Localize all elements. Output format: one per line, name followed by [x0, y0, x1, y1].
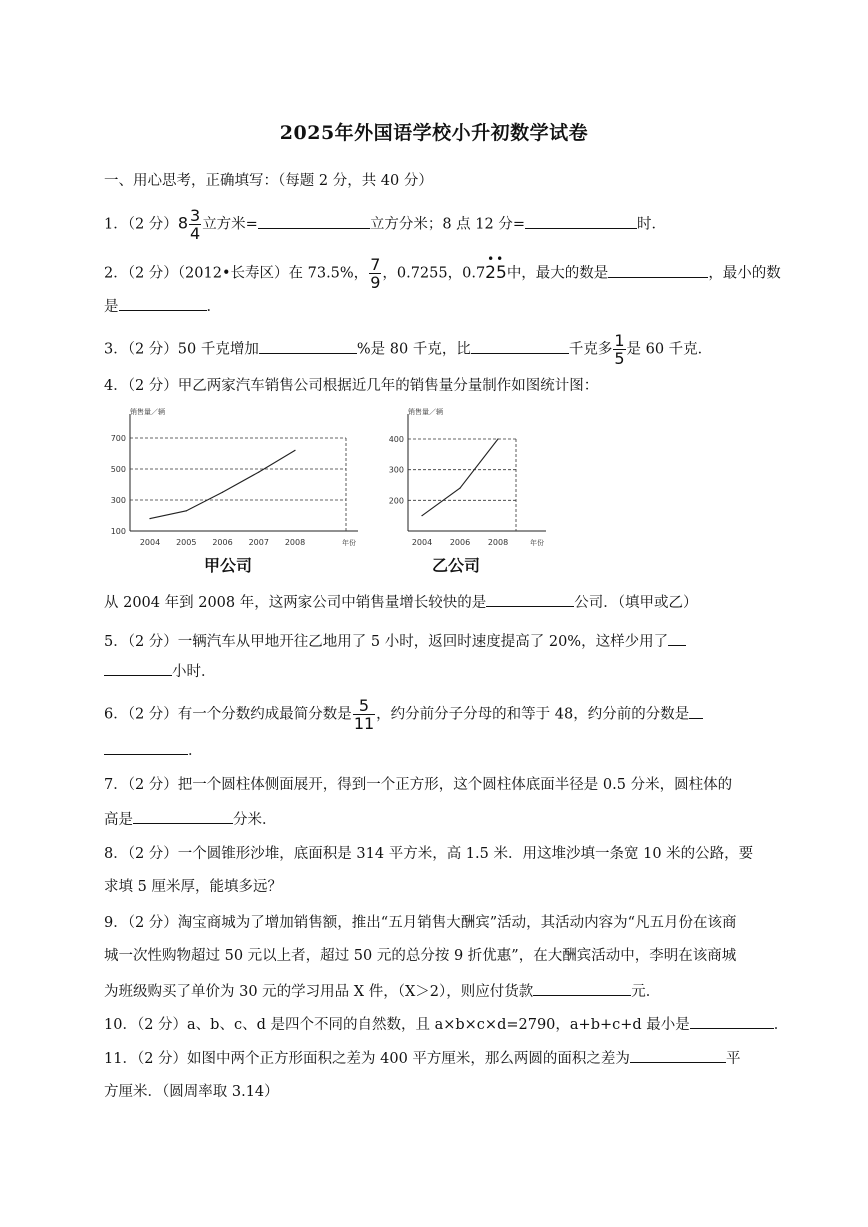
- answer-blank[interactable]: [104, 661, 172, 676]
- question-2: 2．（2 分）（2012•长寿区）在 73.5%， $\frac{7}{9}$ ，0.7255，0.7 • • 25中，最大的数是 ，最小的数: [104, 251, 781, 292]
- y-tick-label: 300: [110, 496, 126, 505]
- question-6: 6．（2 分）有一个分数约成最简分数是 $\frac{5}{11}$ ，约分前分子分母的和等于 48，约分前的分数是: [104, 697, 703, 732]
- question-10: 10．（2 分）a、b、c、d 是四个不同的自然数，且 a×b×c×d=2790，a+b+c+d 最小是 ．: [104, 1014, 788, 1035]
- section-heading: 一、用心思考，正确填写：（每题 2 分，共 40 分）: [104, 173, 433, 189]
- answer-blank[interactable]: [690, 1014, 774, 1029]
- question-8-cont: 求填 5 厘米厚，能填多远？: [104, 879, 282, 895]
- question-3: 3．（2 分）50 千克增加 %是 80 千克，比 千克多 $\frac{1}{5}$ 是 60 千克．: [104, 331, 713, 368]
- question-9: 9．（2 分）淘宝商城为了增加销售额，推出“五月销售大酬宾”活动，其活动内容为“凡五月份在该商: [104, 915, 737, 931]
- chart-yi: [374, 408, 554, 548]
- question-11: 11．（2 分）如图中两个正方形面积之差为 400 平方厘米，那么两圆的面积之差为 平: [104, 1048, 740, 1069]
- data-point: [421, 515, 422, 516]
- y-tick-label: 700: [110, 434, 126, 443]
- answer-blank[interactable]: [525, 214, 637, 229]
- y-tick-label: 400: [388, 435, 404, 444]
- answer-blank[interactable]: [630, 1048, 726, 1063]
- exam-title: 2025年外国语学校小升初数学试卷: [279, 122, 589, 144]
- question-11-cont: 方厘米．（圆周率取 3.14）: [104, 1084, 279, 1100]
- answer-blank[interactable]: [668, 631, 686, 646]
- x-tick-label: 2004: [139, 538, 161, 547]
- question-8: 8．（2 分）一个圆锥形沙堆，底面积是 314 平方米，高 1.5 米．用这堆沙填一条宽 10 米的公路，要: [104, 846, 754, 862]
- answer-blank[interactable]: [104, 740, 188, 755]
- answer-blank[interactable]: [533, 981, 631, 996]
- question-5: 5．（2 分）一辆汽车从甲地开往乙地用了 5 小时，返回时速度提高了 20%，这样少用了: [104, 631, 686, 652]
- answer-blank[interactable]: [133, 809, 233, 824]
- series-line: [150, 450, 295, 518]
- x-axis-label: 年份: [530, 539, 544, 547]
- x-tick-label: 2004: [411, 538, 433, 547]
- question-2-cont: 是 ．: [104, 296, 221, 317]
- data-point: [222, 492, 223, 493]
- chart-jia-title: 甲公司: [204, 556, 253, 575]
- answer-blank[interactable]: [689, 704, 703, 719]
- answer-blank[interactable]: [608, 263, 708, 278]
- x-tick-label: 2008: [487, 538, 509, 547]
- answer-blank[interactable]: [259, 339, 357, 354]
- y-tick-label: 500: [110, 465, 126, 474]
- x-tick-label: 2006: [212, 538, 233, 547]
- data-point: [258, 472, 259, 473]
- x-tick-label: 2006: [449, 538, 471, 547]
- question-5-cont: 小时．: [104, 661, 216, 682]
- fraction: $\frac{7}{9}$: [370, 255, 381, 292]
- fraction: $\frac{3}{4}$: [190, 206, 201, 243]
- chart-yi-title: 乙公司: [432, 556, 481, 575]
- data-point: [186, 510, 187, 511]
- data-point: [497, 438, 498, 439]
- data-point: [149, 518, 150, 519]
- data-point: [459, 487, 460, 488]
- question-4: 4．（2 分）甲乙两家汽车销售公司根据近几年的销售量分量制作如图统计图：: [104, 378, 599, 394]
- x-tick-label: 2008: [284, 538, 306, 547]
- question-4-answer: 从 2004 年到 2008 年，这两家公司中销售量增长较快的是 公司．（填甲或乙）: [104, 592, 698, 613]
- fraction: $\frac{5}{11}$: [353, 696, 375, 733]
- y-tick-label: 200: [388, 496, 404, 506]
- answer-blank[interactable]: [486, 592, 574, 607]
- question-7: 7．（2 分）把一个圆柱体侧面展开，得到一个正方形，这个圆柱体底面半径是 0.5 分米，圆柱体的: [104, 777, 733, 793]
- y-tick-label: 300: [388, 465, 404, 475]
- answer-blank[interactable]: [471, 339, 569, 354]
- question-9-cont: 城一次性购物超过 50 元以上者，超过 50 元的总分按 9 折优惠”，在大酬宾活动中，李明在该商城: [104, 948, 737, 964]
- repeating-decimal: • • 25: [485, 251, 507, 283]
- answer-blank[interactable]: [119, 296, 207, 311]
- x-tick-label: 2005: [176, 538, 197, 547]
- x-tick-label: 2007: [248, 538, 269, 547]
- y-tick-label: 100: [110, 527, 126, 536]
- question-6-cont: ．: [104, 740, 203, 761]
- x-axis-label: 年份: [342, 539, 356, 547]
- series-line: [422, 439, 498, 516]
- y-axis-label: 销售量／辆: [130, 408, 165, 416]
- question-9-cont2: 为班级购买了单价为 30 元的学习用品 X 件，（X＞2），则应付货款 元．: [104, 981, 660, 1002]
- fraction: $\frac{1}{5}$: [614, 331, 625, 368]
- question-1: 1．（2 分）8 $\frac{3}{4}$ 立方米= 立方分米；8 点 12 分= 时．: [104, 206, 666, 243]
- question-7-cont: 高是 分米．: [104, 809, 277, 830]
- answer-blank[interactable]: [258, 214, 370, 229]
- y-axis-label: 销售量／辆: [408, 408, 443, 416]
- chart-jia: [100, 408, 360, 548]
- data-point: [294, 450, 295, 451]
